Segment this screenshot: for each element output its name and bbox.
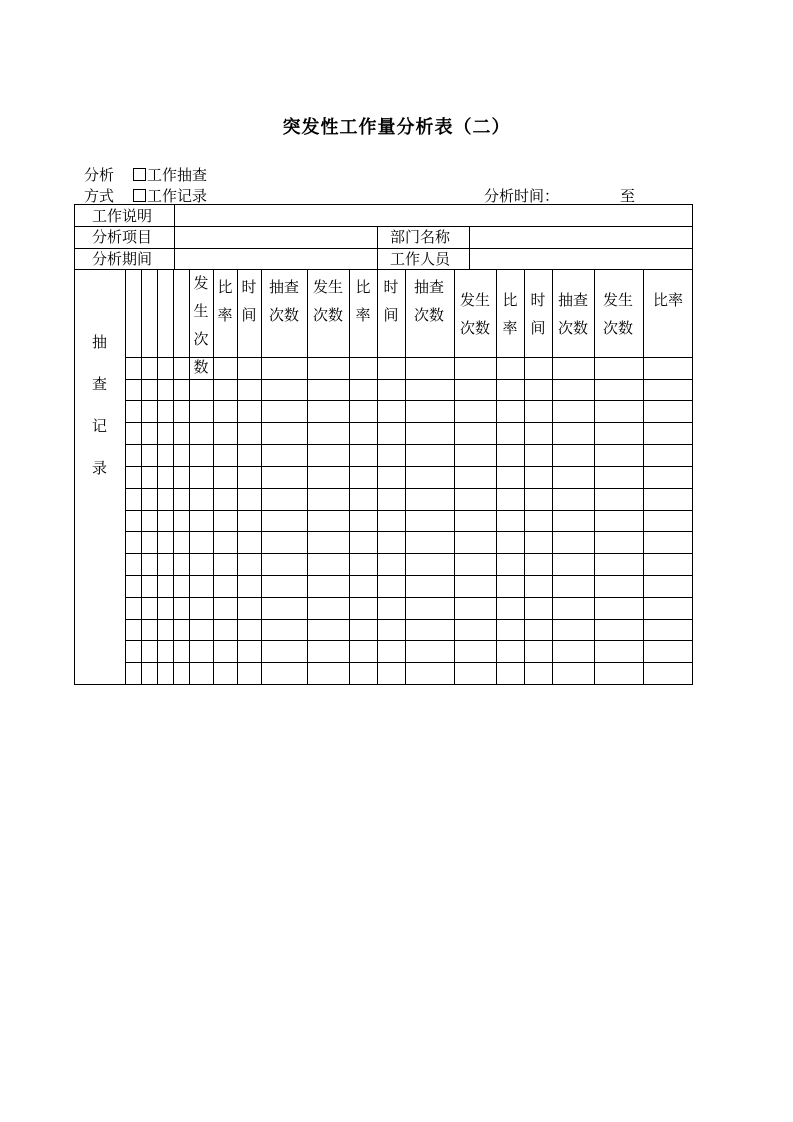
record-side-char: 记 — [92, 417, 108, 435]
column-header: 发生次数 — [312, 278, 343, 324]
column-header: 发生次数 — [459, 291, 490, 337]
column-header: 时间 — [530, 291, 546, 337]
analysis-time-label: 分析时间： — [484, 187, 560, 205]
analysis-item-label: 分析项目 — [92, 228, 153, 246]
method-label-line2: 方式 — [84, 187, 115, 205]
record-side-char: 查 — [92, 375, 108, 393]
analysis-time-separator: 至 — [620, 187, 636, 205]
column-header: 时间 — [383, 278, 399, 324]
column-header: 发生次数 — [602, 291, 633, 337]
column-header: 比率 — [355, 278, 371, 324]
column-header: 比率 — [502, 291, 518, 337]
option-work-check-label: 工作抽查 — [147, 166, 208, 184]
analysis-period-label: 分析期间 — [92, 250, 153, 268]
method-label-line1: 分析 — [84, 166, 115, 184]
record-side-char: 录 — [92, 459, 108, 477]
column-header: 抽查次数 — [557, 291, 588, 337]
department-label: 部门名称 — [390, 228, 451, 246]
record-side-char: 抽 — [92, 333, 108, 351]
page-title: 突发性工作量分析表（二） — [282, 117, 511, 138]
option-work-record-label: 工作记录 — [147, 187, 208, 205]
column-header: 时间 — [241, 278, 257, 324]
column-header: 比率 — [217, 278, 233, 324]
column-header: 抽查次数 — [413, 278, 444, 324]
column-header: 比率 — [652, 291, 683, 309]
staff-label: 工作人员 — [390, 250, 451, 268]
column-header: 发生次数 — [193, 274, 209, 376]
work-desc-label: 工作说明 — [92, 207, 153, 225]
column-header: 抽查次数 — [268, 278, 299, 324]
